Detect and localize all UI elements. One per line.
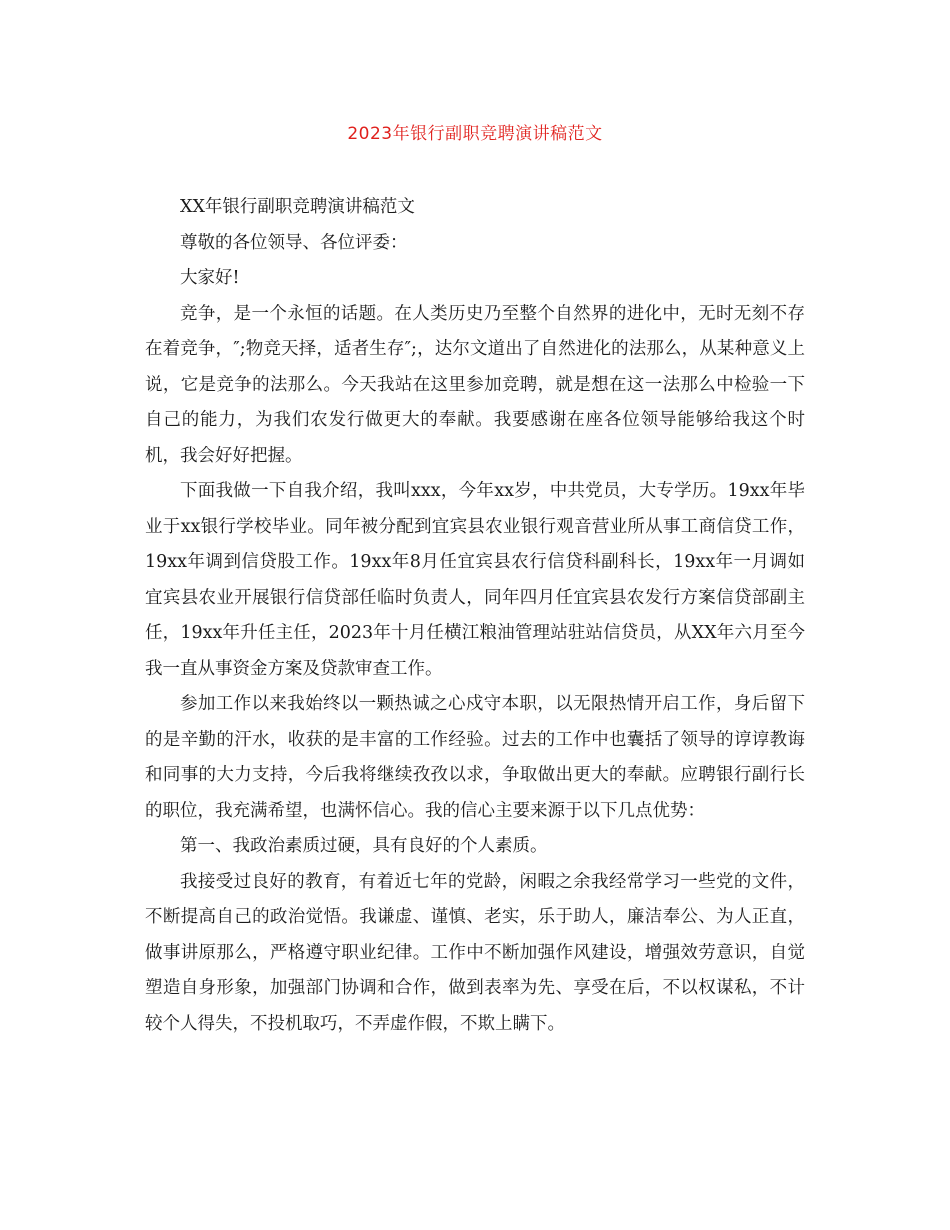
paragraph-greeting: 大家好! <box>180 268 240 288</box>
paragraph-work-experience: 参加工作以来我始终以一颗热诚之心戍守本职，以无限热情开启工作，身后留下的是辛勤的汗水，收获的是丰富的工作经验。过去的工作中也囊括了领导的谆谆教诲和同事的大力支持，今后我将继续孜孜以求，争取做出更大的奉献。应聘银行副行长的职位，我充满希望，也满怀信心。我的信心主要来源于以下几点优势： <box>145 694 805 821</box>
paragraph-advantage-one-heading: 第一、我政治素质过硬，具有良好的个人素质。 <box>180 836 548 856</box>
paragraph-heading-line: XX年银行副职竞聘演讲稿范文 <box>180 197 415 217</box>
paragraph-advantage-one-detail: 我接受过良好的教育，有着近七年的党龄，闲暇之余我经常学习一些党的文件，不断提高自己的政治觉悟。我谦虚、谨慎、老实，乐于助人，廉洁奉公、为人正直，做事讲原那么，严格遵守职业纪律。工作中不断加强作风建设，增强效劳意识，自觉塑造自身形象，加强部门协调和合作，做到表率为先、享受在后，不以权谋私，不计较个人得失，不投机取巧，不弄虚作假，不欺上瞒下。 <box>145 871 805 1034</box>
paragraph-self-introduction: 下面我做一下自我介绍，我叫xxx，今年xx岁，中共党员，大专学历。19xx年毕业于xx银行学校毕业。同年被分配到宜宾县农业银行观音营业所从事工商信贷工作，19xx年调到信贷股工作。19xx年8月任宜宾县农行信贷科副科长，19xx年一月调如宜宾县农业开展银行信贷部任临时负责人，同年四月任宜宾县农发行方案信贷部副主任，19xx年升任主任，2023年十月任横江粮油管理站驻站信贷员，从XX年六月至今我一直从事资金方案及贷款审查工作。 <box>145 481 805 679</box>
document-body <box>145 190 805 1042</box>
paragraph-competition: 竞争，是一个永恒的话题。在人类历史乃至整个自然界的进化中，无时无刻不存在着竞争，″;物竞天择，适者生存″;，达尔文道出了自然进化的法那么，从某种意义上说，它是竞争的法那么。今天我站在这里参加竞聘，就是想在这一法那么中检验一下自己的能力，为我们农发行做更大的奉献。我要感谢在座各位领导能够给我这个时机，我会好好把握。 <box>145 303 805 466</box>
paragraph-salutation: 尊敬的各位领导、各位评委： <box>180 232 408 253</box>
document-title: 2023年银行副职竞聘演讲稿范文 <box>347 124 603 144</box>
